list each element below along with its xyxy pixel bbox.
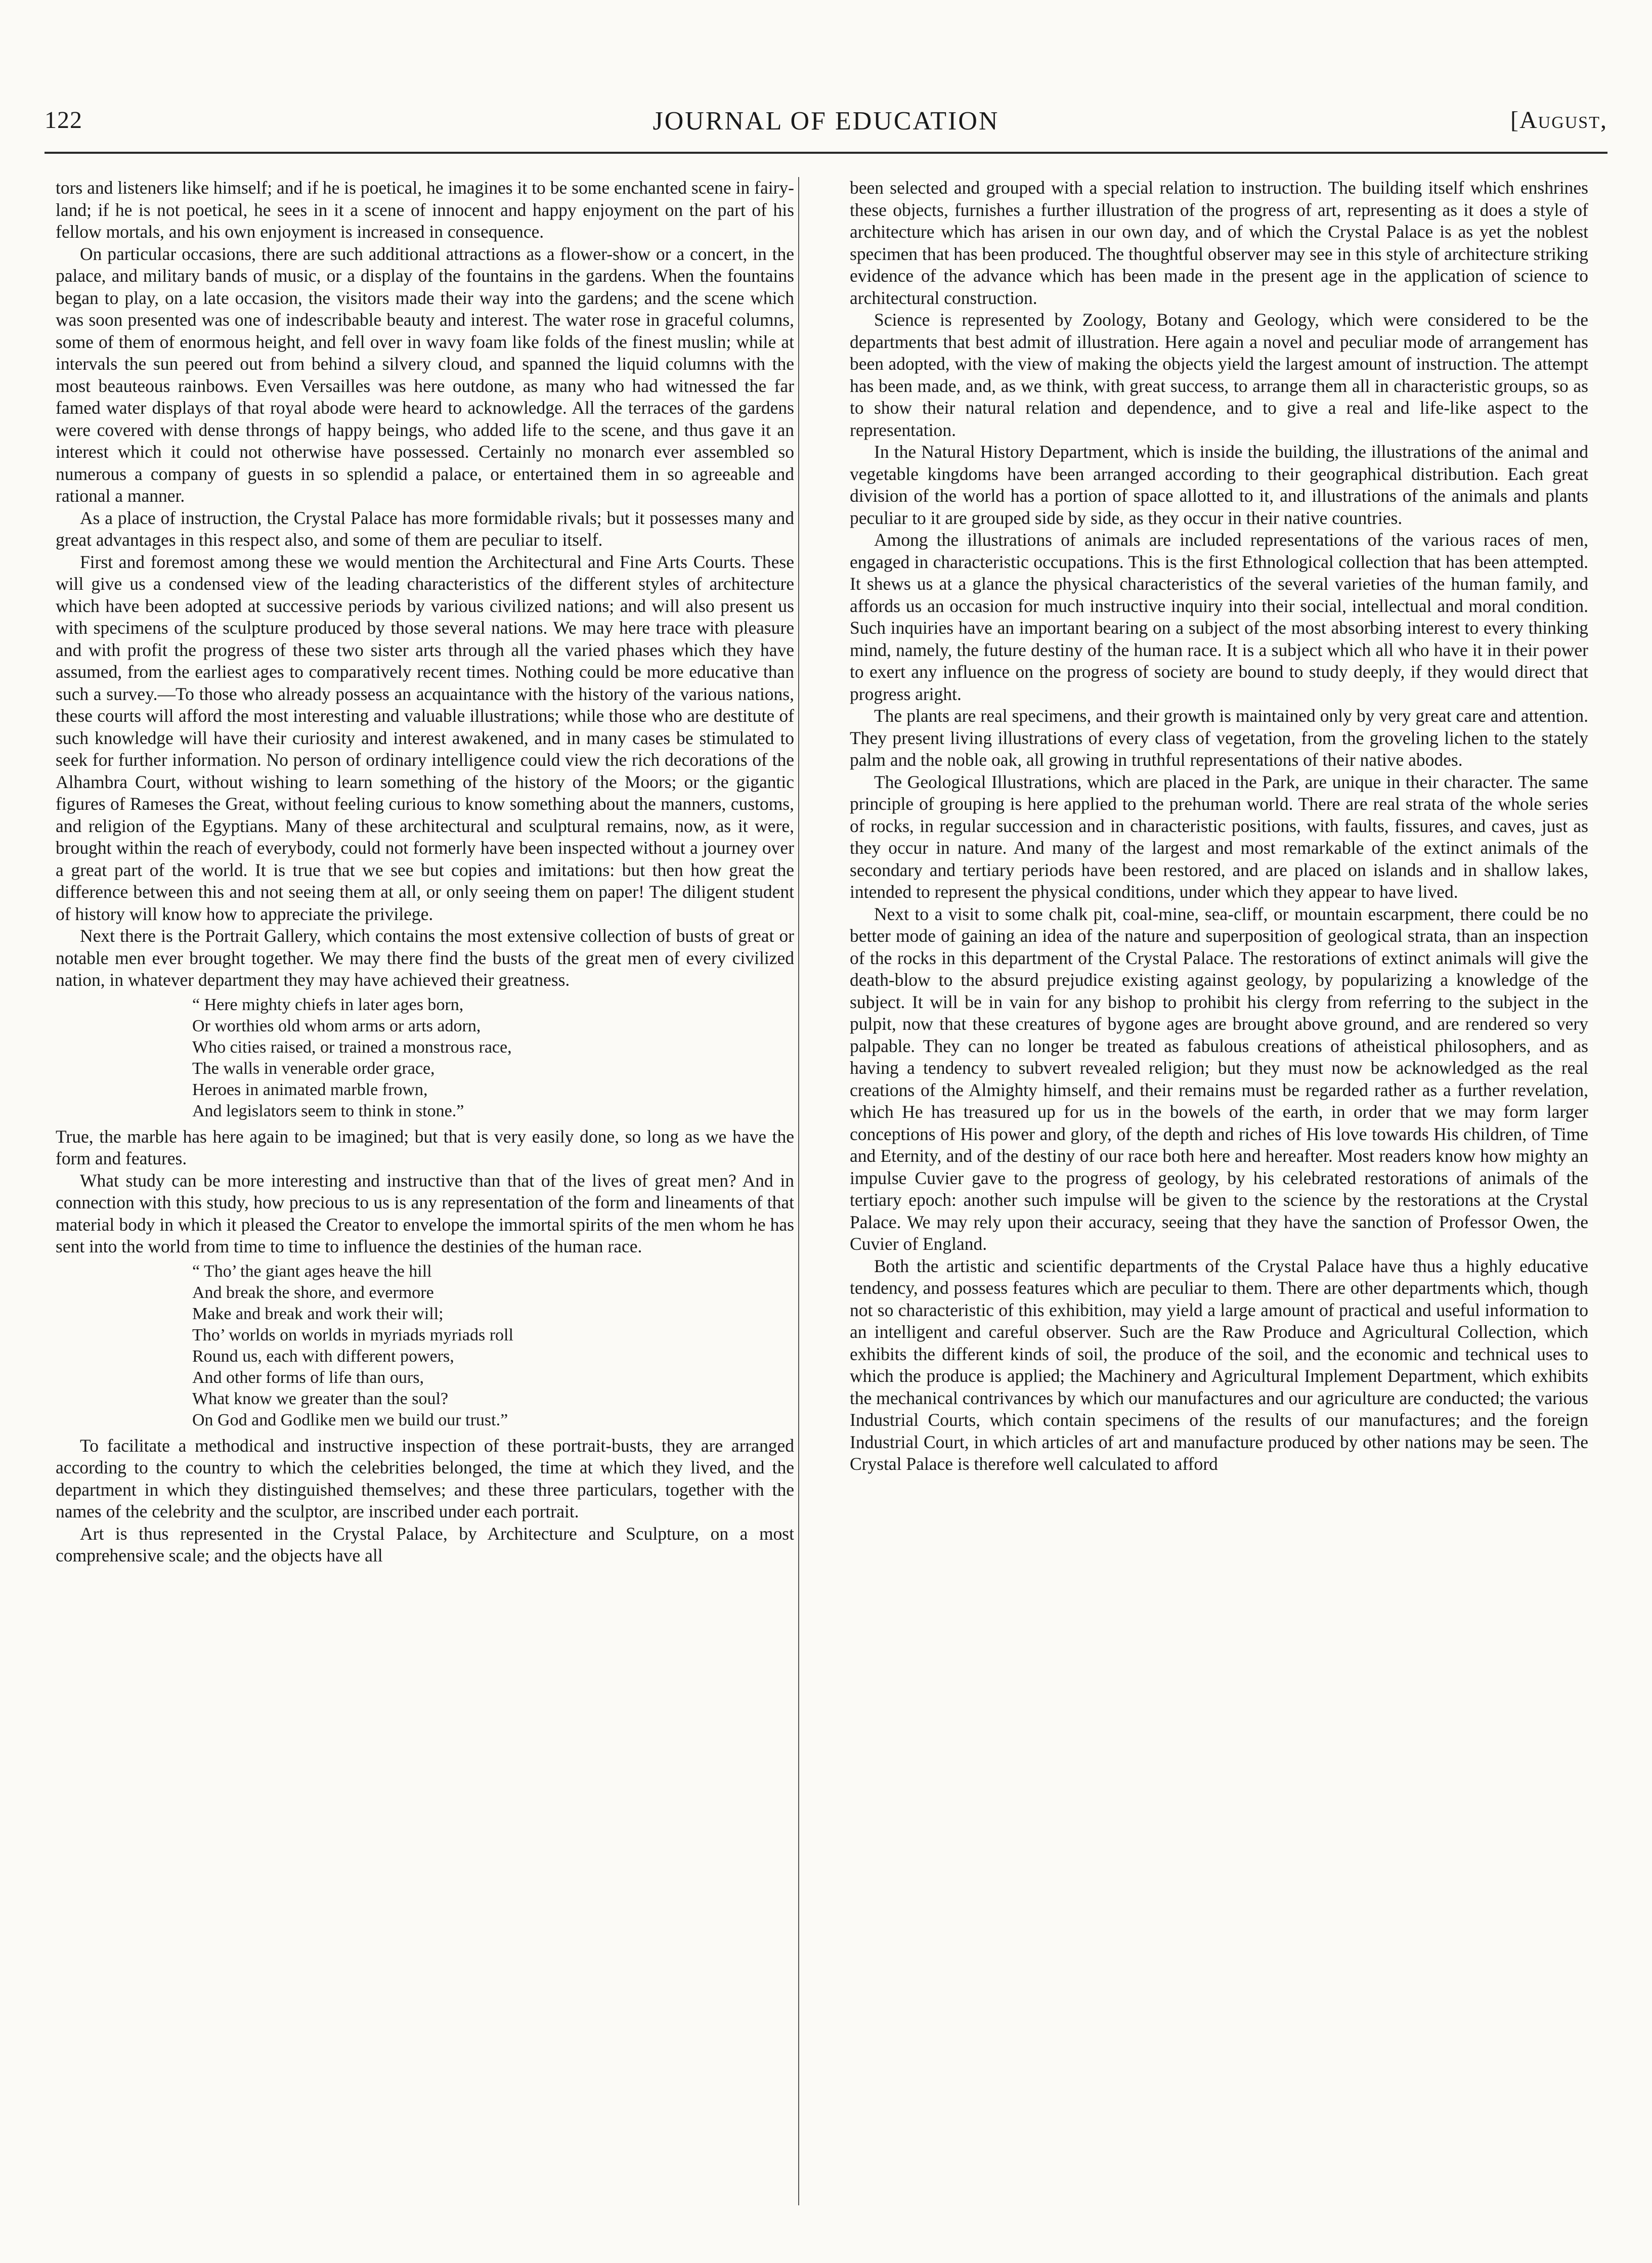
paragraph: Science is represented by Zoology, Botany and Geology, which were considered to be the departments that best admit of illustration. Here again a novel and peculiar mode of arrangement has been adopted, with the view of making the objects yield the largest amount of instruction. The attempt has been made, and, as we think, with great success, to arrange them all in characteristic groups, so as to show their natural relation and dependence, and to give a real and life-like aspect to the representation.	[850, 310, 1588, 440]
running-header	[45, 106, 1607, 147]
paragraph: The Geological Illustrations, which are placed in the Park, are unique in their character. The same principle of grouping is here applied to the prehuman world. There are real strata of the whole series of rocks, in regular succession and in characteristic positions, with faults, fissures, and caves, just as they occur in nature. And many of the largest and most remarkable of the extinct animals of the secondary and tertiary periods have been restored, and are placed on islands and in shallow lakes, intended to represent the physical conditions, under which they appear to have lived.	[850, 771, 1588, 902]
verse-line: Or worthies old whom arms or arts adorn,	[192, 1016, 481, 1035]
verse-line: Heroes in animated marble frown,	[192, 1080, 428, 1099]
paragraph: The plants are real specimens, and their growth is maintained only by very great care and attention. They present living illustrations of every class of vegetation, from the groveling lichen to the stately palm and the noble oak, all growing in truthful representations of their native abodes.	[850, 706, 1588, 770]
verse-line: Make and break and work their will;	[192, 1304, 444, 1323]
paragraph: To facilitate a methodical and instructive inspection of these portrait-busts, they are arranged according to the country to which the celebrities belonged, the time at which they lived, and the department in which they distinguished themselves; and these three particulars, together with the names of the celebrity and the sculptor, are inscribed under each portrait.	[56, 1435, 794, 1521]
verse-line: “ Tho’ the giant ages heave the hill	[192, 1261, 432, 1281]
verse-line: What know we greater than the soul?	[192, 1389, 449, 1408]
paragraph: Among the illustrations of animals are included representations of the various races of men, engaged in characteristic occupations. This is the first Ethnological collection that has been attempted. It shews us at a glance the physical characteristics of the several varieties of the human family, and affords us an occasion for much instructive inquiry into their social, intellectual and moral condition. Such inquiries have an important bearing on a subject of the most absorbing interest to every thinking mind, namely, the future destiny of the human race. It is a subject which all who have it in their power to exert any influence on the progress of society are bound to study deeply, if they would direct that progress aright.	[850, 530, 1588, 704]
paragraph: Both the artistic and scientific departments of the Crystal Palace have thus a highly educative tendency, and possess features which are peculiar to them. There are other departments which, though not so characteristic of this exhibition, may yield a large amount of practical and useful information to an intelligent and careful observer. Such are the Raw Produce and Agricultural Collection, which exhibits the different kinds of soil, the produce of the soil, and the economic and technical uses to which the produce is applied; the Machinery and Agricultural Implement Department, which exhibits the mechanical contrivances by which our manufactures and our agriculture are conducted; the various Industrial Courts, which contain specimens of the results of our manufactures; and the foreign Industrial Court, in which articles of art and manufacture produced by other nations may be seen. The Crystal Palace is therefore well calculated to afford	[850, 1255, 1588, 1474]
right-column	[850, 177, 1588, 2210]
paragraph: In the Natural History Department, which is inside the building, the illustrations of the animal and vegetable kingdoms have been arranged according to their geographical distribution. Each great division of the world has a portion of space allotted to it, and illustrations of the animals and plants peculiar to it are grouped side by side, as they occur in their native countries.	[850, 442, 1588, 528]
left-column	[56, 177, 794, 2210]
verse-line: Round us, each with different powers,	[192, 1346, 454, 1366]
verse-line: And other forms of life than ours,	[192, 1368, 424, 1387]
verse-line: On God and Godlike men we build our trust.”	[192, 1410, 508, 1429]
verse-line: Tho’ worlds on worlds in myriads myriads roll	[192, 1325, 513, 1344]
verse-quotation	[192, 994, 794, 1122]
paragraph: What study can be more interesting and instructive than that of the lives of great men? And in connection with this study, how precious to us is any representation of the form and lineaments of that material body in which it pleased the Creator to envelope the immortal spirits of the men whom he has sent into the world from time to time to influence the destinies of the human race.	[56, 1170, 794, 1256]
column-divider	[798, 177, 799, 2205]
paragraph: First and foremost among these we would mention the Architectural and Fine Arts Courts. These will give us a condensed view of the leading characteristics of the different styles of architecture which have been adopted at successive periods by various civilized nations; and will also present us with specimens of the sculpture produced by those several nations. We may here trace with pleasure and with profit the progress of these two sister arts through all the varied phases which they have assumed, from the earliest ages to comparatively recent times. Nothing could be more educative than such a survey.—To those who already possess an acquaintance with the history of the various nations, these courts will afford the most interesting and valuable illustrations; while those who are destitute of such knowledge will have their curiosity and interest awakened, and in many cases be stimulated to seek for further information. No person of ordinary intelligence could view the rich decorations of the Alhambra Court, without wishing to learn something of the history of the Moors; or the gigantic figures of Rameses the Great, without feeling curious to know something about the manners, customs, and religion of the Egyptians. Many of these architectural and sculptural remains, now, as it were, brought within the reach of everybody, could not formerly have been inspected without a journey over a great part of the world. It is true that we see but copies and imitations: but then how great the difference between this and not seeing them at all, or only seeing them on paper! The diligent student of history will know how to appreciate the privilege.	[56, 551, 794, 924]
header-rule	[45, 152, 1607, 154]
verse-line: Who cities raised, or trained a monstrous race,	[192, 1037, 512, 1057]
paragraph: Art is thus represented in the Crystal Palace, by Architecture and Sculpture, on a most comprehensive scale; and the objects have all	[56, 1523, 794, 1565]
verse-line: And break the shore, and evermore	[192, 1283, 434, 1302]
paragraph: True, the marble has here again to be imagined; but that is very easily done, so long as we have the form and features.	[56, 1126, 794, 1168]
paragraph: As a place of instruction, the Crystal Palace has more formidable rivals; but it possesses many and great advantages in this respect also, and some of them are peculiar to itself.	[56, 507, 794, 550]
verse-line: The walls in venerable order grace,	[192, 1059, 435, 1078]
paragraph: tors and listeners like himself; and if he is poetical, he imagines it to be some enchanted scene in fairy-land; if he is not poetical, he sees in it a scene of innocent and happy enjoyment on the part of his fellow mortals, and his own enjoyment is increased in consequence.	[56, 178, 794, 242]
paragraph: On particular occasions, there are such additional attractions as a flower-show or a concert, in the palace, and military bands of music, or a display of the fountains in the gardens. When the fountains began to play, on a late occasion, the visitors made their way into the gardens; and the scene which was soon presented was one of indescribable beauty and interest. The water rose in graceful columns, some of them of enormous height, and fell over in wavy foam like folds of the finest muslin; while at intervals the sun peered out from behind a silvery cloud, and spanned the liquid columns with the most beauteous rainbows. Even Versailles was here outdone, as many who had witnessed the far famed water displays of that royal abode were heard to acknowledge. All the terraces of the gardens were covered with dense throngs of happy beings, who added life to the scene, and thus gave it an interest which it could not otherwise have possessed. Certainly no monarch ever assembled so numerous a company of guests in so splendid a palace, or entertained them in so agreeable and rational a manner.	[56, 243, 794, 506]
verse-quotation	[192, 1261, 794, 1431]
paragraph: Next to a visit to some chalk pit, coal-mine, sea-cliff, or mountain escarpment, there could be no better mode of gaining an idea of the nature and superposition of geological strata, than an inspection of the rocks in this department of the Crystal Palace. The restorations of extinct animals will give the death-blow to the absurd prejudice existing against geology, by popularizing a knowledge of the subject. It will be in vain for any bishop to prohibit his clergy from referring to the subject in the pulpit, now that these creatures of bygone ages are brought above ground, and are rendered so very palpable. They can no longer be treated as fabulous creations of atheistical philosophers, and as having a tendency to subvert revealed religion; but they must now be acknowledged as the real creations of the Almighty himself, and their remains must be regarded rather as a further revelation, which He has treasured up for us in the bowels of the earth, in order that we may form larger conceptions of His power and glory, of the depth and riches of His love towards His children, of Time and Eternity, and of the destiny of our race both here and hereafter. Most readers know how mighty an impulse Cuvier gave to the progress of geology, by his celebrated restorations of animals of the tertiary epoch: another such impulse will be given to the science by the restorations at the Crystal Palace. We may rely upon their accuracy, seeing that they have the sanction of Professor Owen, the Cuvier of England.	[850, 903, 1588, 1254]
journal-title: JOURNAL OF EDUCATION	[653, 107, 999, 136]
verse-line: “ Here mighty chiefs in later ages born,	[192, 995, 464, 1014]
paragraph: been selected and grouped with a special relation to instruction. The building itself which enshrines these objects, furnishes a further illustration of the progress of art, representing as it does a style of architecture which has arisen in our own day, and of which the Crystal Palace is as yet the noblest specimen that has been produced. The thoughtful observer may see in this style of architecture striking evidence of the advance which has been made in the present age in the application of science to architectural construction.	[850, 178, 1588, 308]
paragraph: Next there is the Portrait Gallery, which contains the most extensive collection of busts of great or notable men ever brought together. We may there find the busts of the great men of every civilized nation, in whatever department they may have achieved their greatness.	[56, 926, 794, 990]
issue-month: [August,	[1510, 107, 1607, 134]
page-number: 122	[45, 107, 82, 134]
verse-line: And legislators seem to think in stone.”	[192, 1101, 464, 1120]
